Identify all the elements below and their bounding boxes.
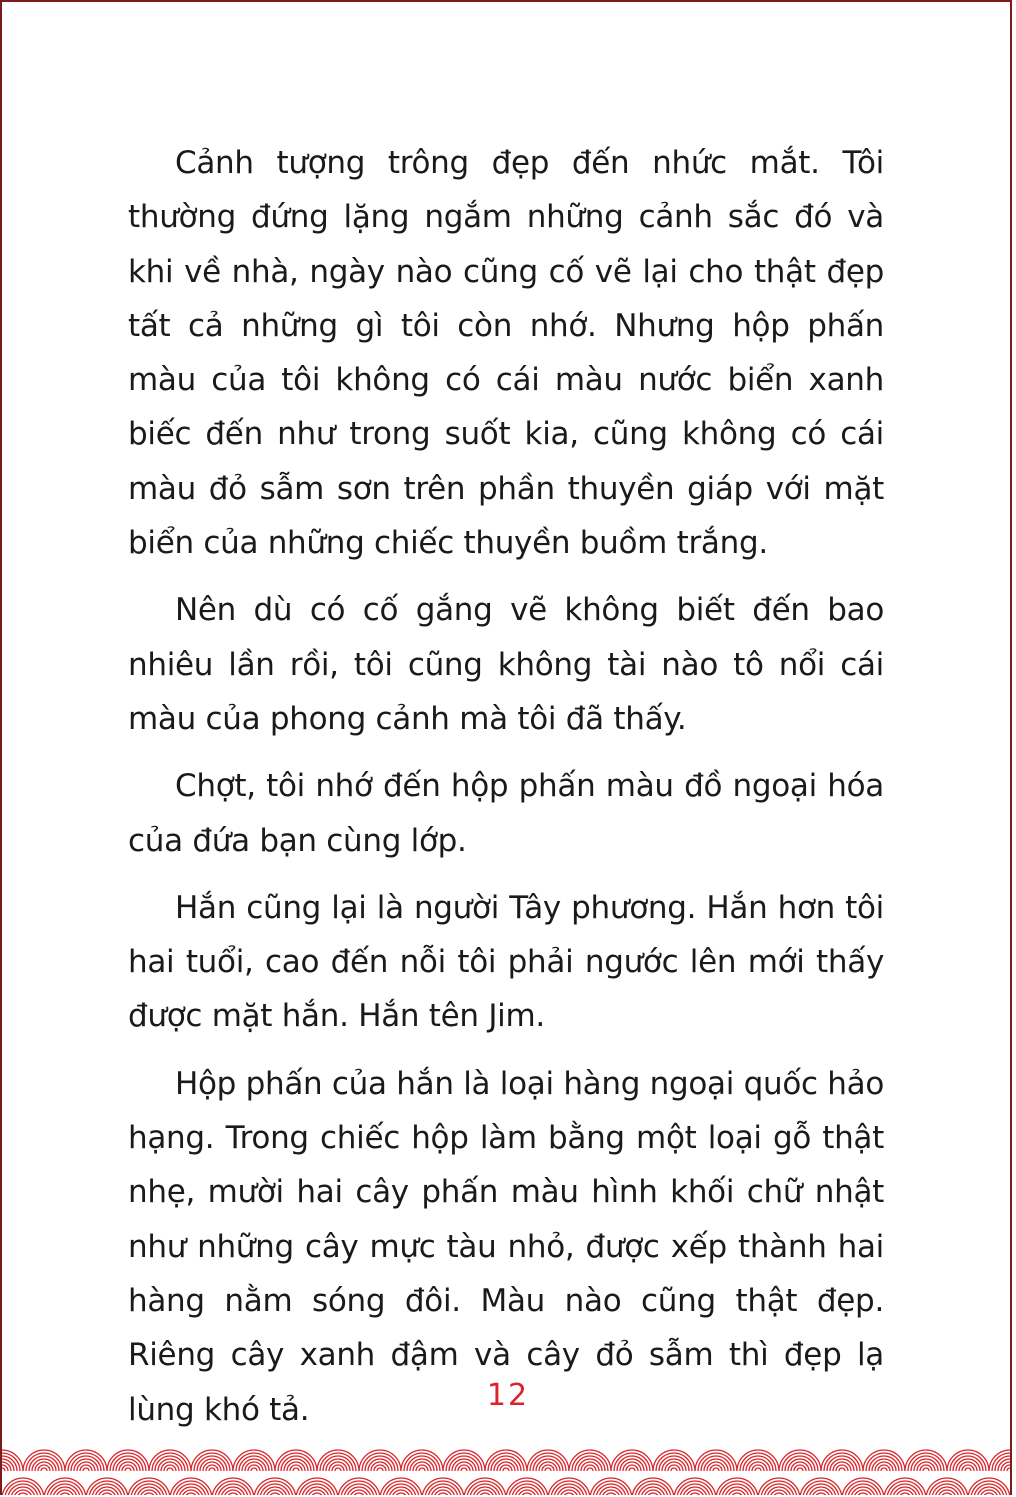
body-text	[128, 136, 884, 1450]
paragraph-1: Cảnh tượng trông đẹp đến nhức mắt. Tôi thường đứng lặng ngắm những cảnh sắc đó và khi về nhà, ngày nào cũng cố vẽ lại cho thật đẹp tất cả những gì tôi còn nhớ. Nhưng hộp phấn màu của tôi không có cái màu nước biển xanh biếc đến như trong suốt kia, cũng không có cái màu đỏ sẫm sơn trên phần thuyền giáp với mặt biển của những chiếc thuyền buồm trắng.	[128, 145, 884, 562]
paragraph-3: Chợt, tôi nhớ đến hộp phấn màu đồ ngoại hóa của đứa bạn cùng lớp.	[128, 768, 884, 859]
page-number: 12	[486, 1378, 530, 1413]
paragraph-4: Hắn cũng lại là người Tây phương. Hắn hơn tôi hai tuổi, cao đến nỗi tôi phải ngước lên mới thấy được mặt hắn. Hắn tên Jim.	[128, 889, 884, 1035]
wave-pattern-border	[2, 1427, 1012, 1495]
paragraph-2: Nên dù có cố gắng vẽ không biết đến bao nhiêu lần rồi, tôi cũng không tài nào tô nổi cái màu của phong cảnh mà tôi đã thấy.	[128, 592, 884, 737]
paragraph-5: Hộp phấn của hắn là loại hàng ngoại quốc hảo hạng. Trong chiếc hộp làm bằng một loại gỗ thật nhẹ, mười hai cây phấn màu hình khối chữ nhật như những cây mực tàu nhỏ, được xếp thành hai hàng nằm sóng đôi. Màu nào cũng thật đẹp. Riêng cây xanh đậm và cây đỏ sẫm thì đẹp lạ lùng khó tả.	[128, 1065, 885, 1428]
